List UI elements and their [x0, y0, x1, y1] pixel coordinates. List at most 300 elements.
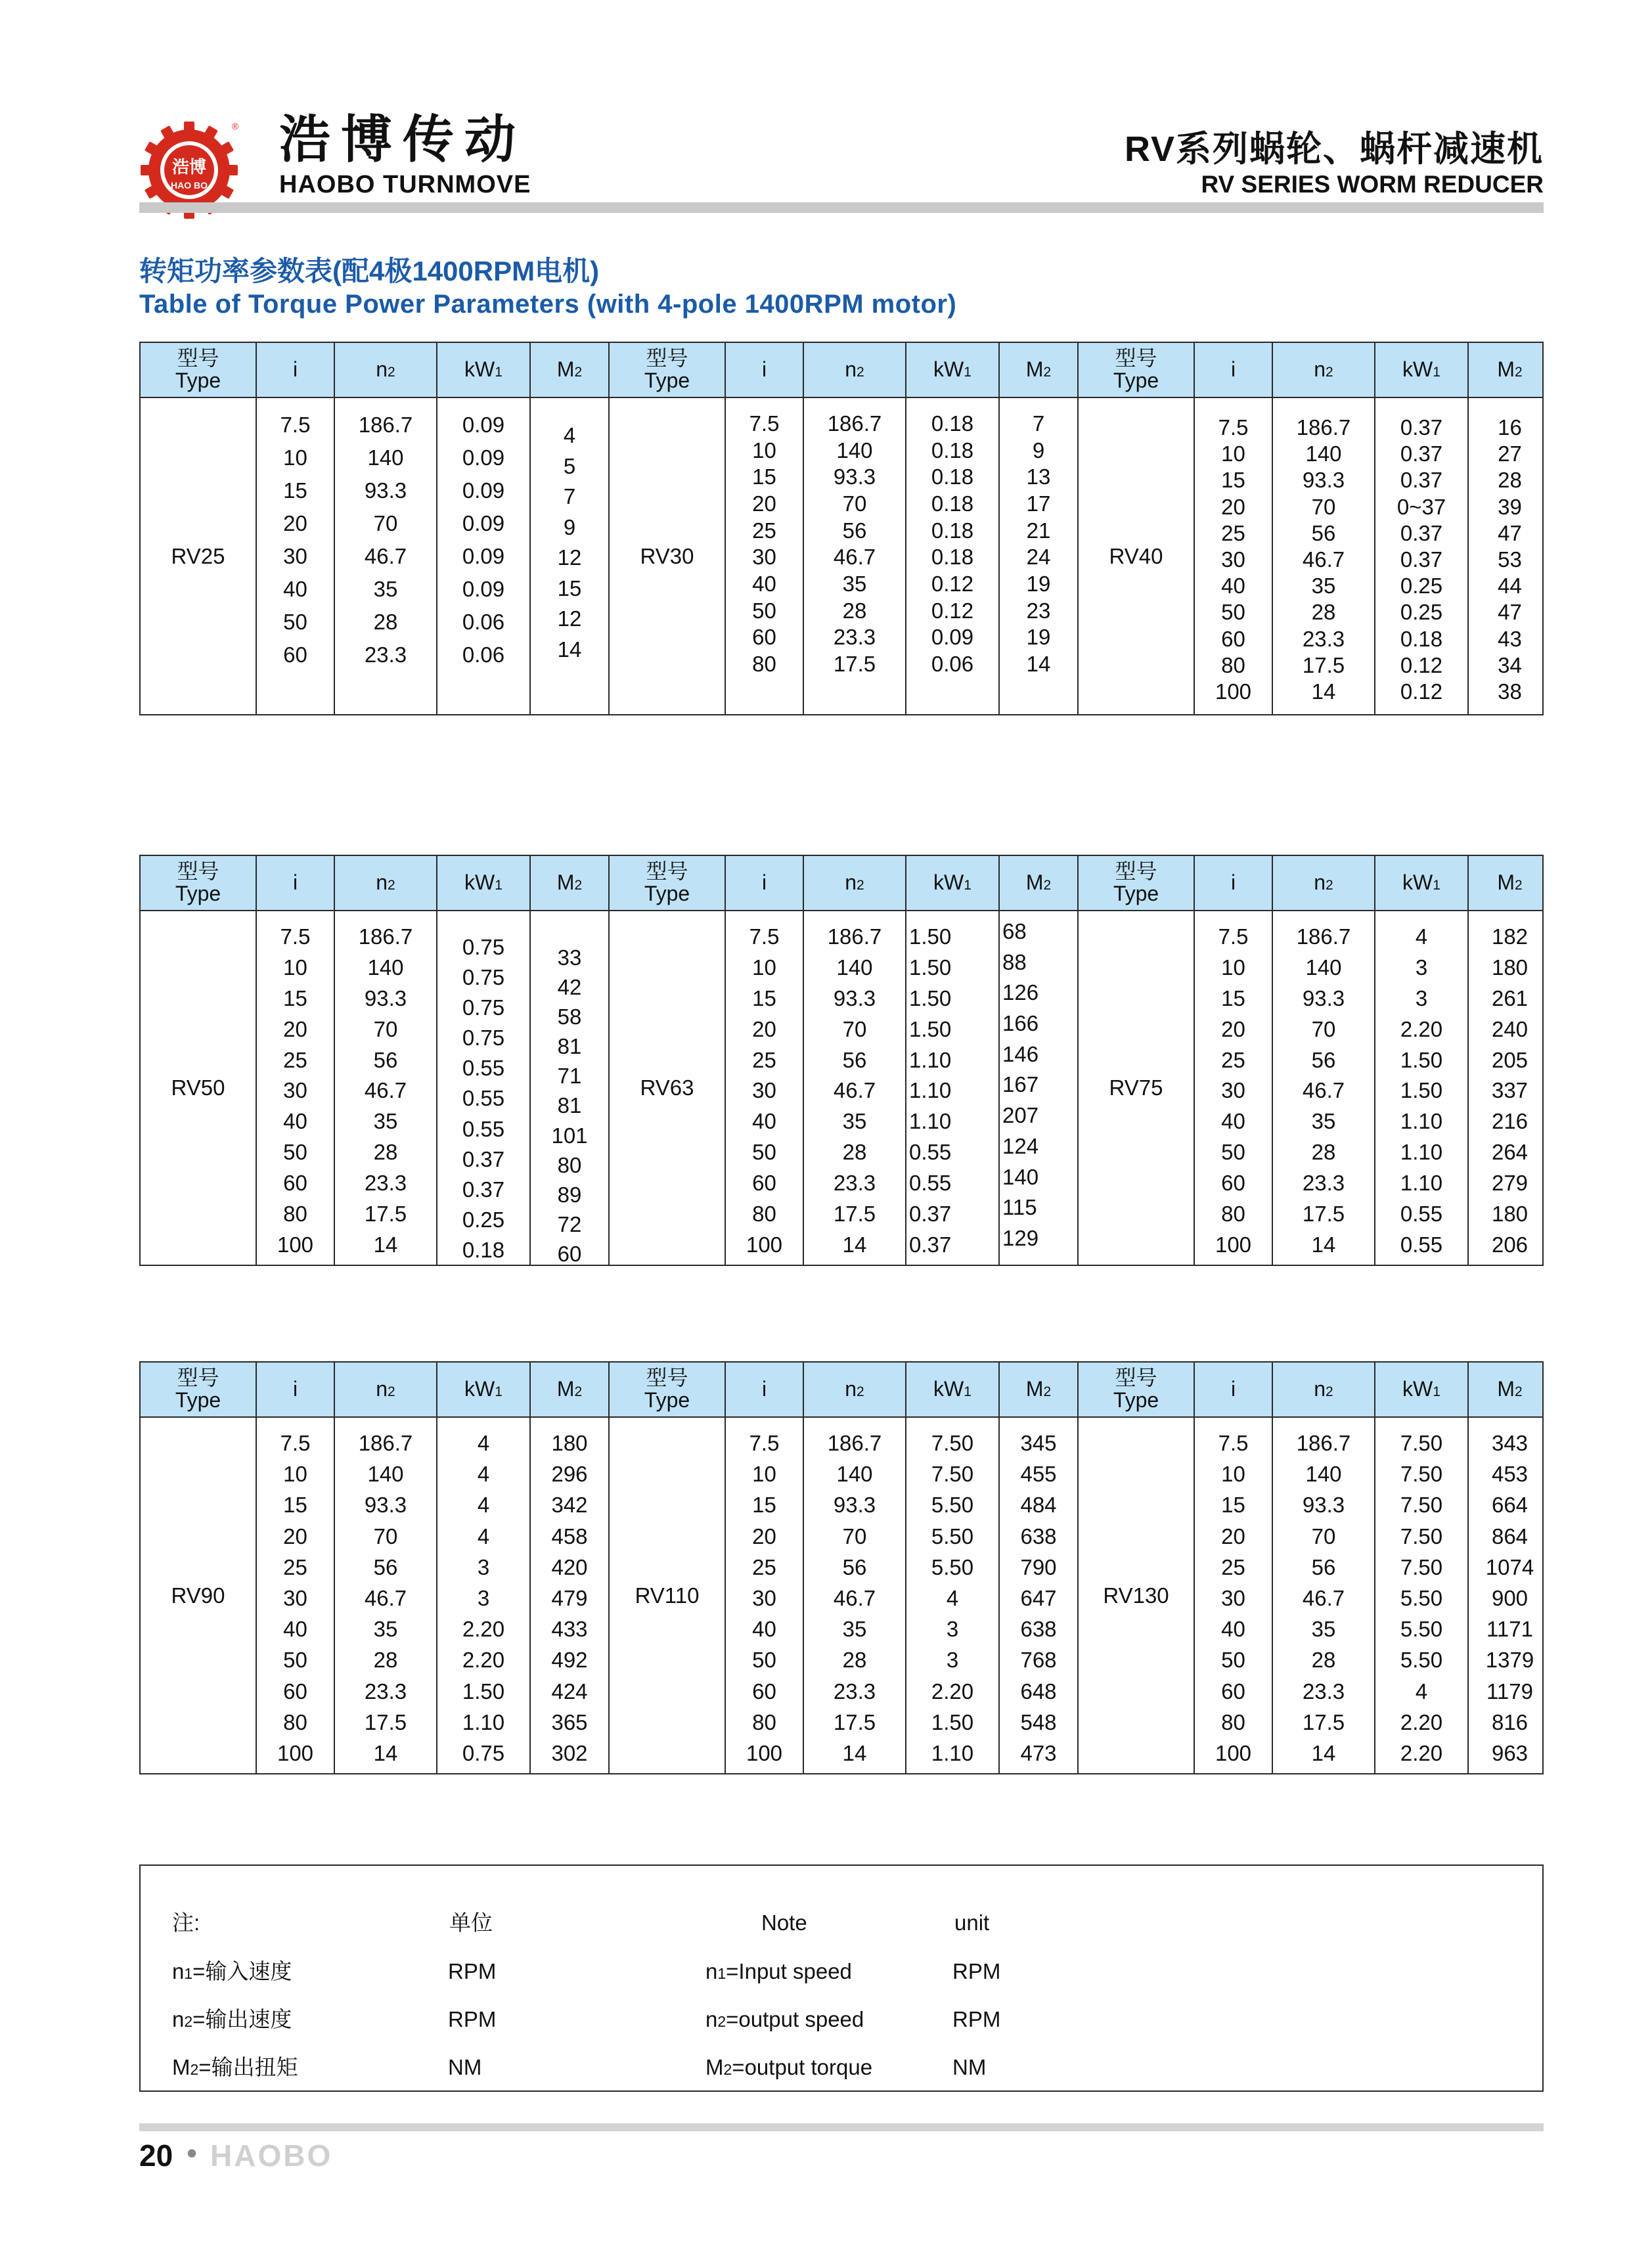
- table-value: 35: [842, 1617, 867, 1642]
- ratio-column: [257, 1418, 335, 1773]
- table-value: 40: [1221, 1617, 1245, 1642]
- table-value: 479: [551, 1585, 588, 1610]
- note-def-cn: [172, 1960, 292, 1982]
- header-n2-sub: 2: [1326, 364, 1333, 380]
- table-value: 28: [842, 598, 867, 623]
- table-value: 60: [1221, 1171, 1245, 1196]
- header-i-label: i: [1230, 1377, 1236, 1401]
- table-value: 1.50: [1400, 1078, 1443, 1103]
- table-value: 60: [283, 1679, 307, 1704]
- table-value: 207: [1002, 1103, 1039, 1128]
- type-cell: [141, 1418, 257, 1773]
- table-value: 1171: [1486, 1617, 1533, 1642]
- table-value: 15: [283, 1493, 307, 1518]
- table-value: 50: [283, 1648, 307, 1673]
- note-def-en-part: =output speed: [726, 2007, 864, 2031]
- header-type-en: Type: [175, 882, 221, 905]
- table-value: 5.50: [931, 1493, 974, 1518]
- ratio-column: [257, 911, 335, 1265]
- table-value: 864: [1491, 1524, 1529, 1548]
- table-value: 25: [283, 1554, 307, 1579]
- table-value: 484: [1020, 1493, 1057, 1518]
- table-value: 3: [946, 1648, 959, 1673]
- header-kw1: [437, 856, 531, 910]
- table-value: 0.75: [462, 1740, 505, 1765]
- header-m2: [1469, 856, 1551, 910]
- header-i-label: i: [292, 1377, 298, 1401]
- table-value: 0.55: [909, 1171, 952, 1196]
- table-value: 10: [1221, 1462, 1245, 1487]
- table-value: 1.10: [1400, 1140, 1443, 1165]
- table-value: 15: [752, 464, 776, 489]
- note-unit-en-part: NM: [952, 2055, 987, 2079]
- torque-column: [1469, 911, 1551, 1265]
- table-value: 27: [1498, 441, 1522, 466]
- header-n2-main: n: [845, 1377, 857, 1401]
- table-value: 342: [551, 1493, 588, 1518]
- table-value: 0.09: [931, 625, 974, 650]
- power-column: [906, 911, 1000, 1265]
- table-value: 80: [752, 1709, 776, 1734]
- table-value: 56: [842, 518, 867, 543]
- table-value: 50: [752, 598, 776, 623]
- table-value: 40: [1221, 1109, 1245, 1134]
- table-value: 1.10: [931, 1740, 974, 1765]
- header-i-label: i: [292, 357, 298, 382]
- header-type-cn: 型号: [177, 1366, 219, 1390]
- table-value: 0.55: [1400, 1202, 1443, 1227]
- table-value: 23.3: [833, 1679, 876, 1704]
- table-value: 1.50: [909, 1016, 952, 1041]
- table-value: 80: [557, 1152, 582, 1177]
- table-value: 17.5: [1302, 1202, 1345, 1227]
- note-unit-cn-part: RPM: [448, 2007, 497, 2031]
- table-value: 186.7: [358, 413, 413, 437]
- table-value: 3: [477, 1585, 490, 1610]
- table-value: 5.50: [1400, 1648, 1443, 1673]
- table-value: 60: [1221, 1679, 1245, 1704]
- parameter-table-1: [139, 342, 1544, 715]
- header-type-en: Type: [1113, 369, 1159, 392]
- table-value: 80: [283, 1202, 307, 1227]
- header-kw1-main: kW: [464, 1377, 495, 1401]
- table-value: 81: [557, 1034, 582, 1059]
- model-type: RV25: [171, 543, 225, 568]
- header-kw1-sub: 1: [495, 364, 502, 380]
- table-value: 17: [1026, 491, 1051, 516]
- header-n2: [335, 856, 437, 910]
- table-value: 167: [1002, 1072, 1039, 1097]
- power-column: [437, 1418, 531, 1773]
- table-value: 0.18: [931, 518, 974, 543]
- table-value: 5.50: [1400, 1617, 1443, 1642]
- table-value: 46.7: [1302, 547, 1345, 572]
- table-value: 7: [1032, 411, 1045, 436]
- model-type: RV110: [635, 1583, 700, 1608]
- table-value: 182: [1491, 924, 1529, 949]
- table-value: 140: [367, 445, 404, 470]
- table-value: 35: [373, 1109, 398, 1134]
- ratio-column: [1195, 398, 1273, 714]
- table-value: 25: [752, 518, 776, 543]
- header-m2-main: M: [1025, 1377, 1044, 1401]
- table-value: 17.5: [833, 1709, 876, 1734]
- table-value: 88: [1002, 949, 1027, 974]
- table-value: 28: [373, 1140, 398, 1165]
- table-value: 70: [1311, 1016, 1336, 1041]
- table-value: 15: [752, 1493, 776, 1518]
- table-value: 40: [752, 1617, 776, 1642]
- table-value: 140: [1305, 955, 1342, 980]
- table-value: 70: [842, 491, 867, 516]
- header-kw1-sub: 1: [1433, 1384, 1440, 1399]
- header-m2-sub: 2: [1514, 1384, 1523, 1399]
- table-value: 424: [551, 1679, 588, 1704]
- table-value: 186.7: [358, 924, 413, 949]
- table-value: 15: [283, 985, 307, 1010]
- table-value: 25: [752, 1554, 776, 1579]
- table-value: 80: [752, 1202, 776, 1227]
- table-value: 30: [752, 1585, 776, 1610]
- table-value: 93.3: [833, 464, 876, 489]
- type-cell: [141, 911, 257, 1265]
- table-value: 35: [1311, 574, 1336, 598]
- type-cell: [141, 398, 257, 714]
- table-value: 24: [1026, 545, 1051, 570]
- table-value: 19: [1026, 571, 1051, 596]
- output-speed-column: [1273, 1418, 1375, 1773]
- table-value: 28: [373, 1648, 398, 1673]
- table-value: 20: [283, 511, 307, 535]
- table-value: 20: [752, 1524, 776, 1548]
- header-n2-main: n: [1314, 357, 1326, 382]
- table-value: 7.5: [1218, 415, 1249, 440]
- table-value: 25: [283, 1047, 307, 1072]
- table-value: 302: [551, 1740, 588, 1765]
- table-value: 89: [557, 1182, 582, 1207]
- brand-name-en: HAOBO TURNMOVE: [279, 171, 531, 198]
- table-value: 296: [551, 1462, 588, 1487]
- table-value: 0.06: [462, 643, 505, 667]
- table-value: 50: [1221, 1140, 1245, 1165]
- table-value: 3: [1415, 955, 1428, 980]
- header-kw1-main: kW: [1402, 357, 1433, 382]
- header-i-label: i: [1230, 357, 1236, 382]
- table-value: 47: [1498, 600, 1522, 625]
- table-value: 5.50: [931, 1524, 974, 1548]
- table-value: 80: [1221, 1202, 1245, 1227]
- table-value: 0.55: [1400, 1232, 1443, 1257]
- table-value: 60: [752, 1171, 776, 1196]
- table-value: 42: [557, 975, 582, 1000]
- table-value: 14: [1311, 1232, 1336, 1257]
- type-cell: [610, 1418, 726, 1773]
- header-m2-main: M: [556, 870, 575, 895]
- table-value: 23.3: [833, 1171, 876, 1196]
- table-value: 25: [1221, 1047, 1245, 1072]
- table-value: 0.18: [931, 491, 974, 516]
- table-value: 60: [1221, 626, 1245, 651]
- notes-heading-cn: 注:: [172, 1910, 200, 1935]
- note-def-cn-part: M: [172, 2055, 190, 2079]
- ratio-column: [726, 911, 804, 1265]
- header-n2-sub: 2: [1326, 1384, 1333, 1399]
- table-value: 7.50: [1400, 1462, 1443, 1487]
- table-value: 453: [1491, 1462, 1529, 1487]
- table-value: 900: [1491, 1585, 1529, 1610]
- table-value: 7.5: [280, 924, 311, 949]
- header-type: [1079, 856, 1195, 910]
- table-value: 10: [752, 438, 776, 463]
- table-value: 1074: [1485, 1554, 1534, 1579]
- header-m2: [1469, 1363, 1551, 1416]
- header-type-cn: 型号: [177, 346, 219, 371]
- table-value: 28: [1498, 468, 1522, 493]
- header-i: [726, 856, 804, 910]
- table-value: 23.3: [1302, 626, 1345, 651]
- table-value: 35: [842, 1109, 867, 1134]
- header-m2-sub: 2: [1043, 1384, 1052, 1399]
- table-body: [141, 911, 1542, 1265]
- table-value: 0.18: [931, 438, 974, 463]
- table-value: 345: [1020, 1431, 1057, 1455]
- table-value: 664: [1491, 1493, 1529, 1518]
- header-type-en: Type: [644, 369, 690, 392]
- table-value: 17.5: [833, 651, 876, 676]
- header-kw1-main: kW: [1402, 870, 1433, 895]
- header-type: [141, 856, 257, 910]
- table-value: 2.20: [462, 1617, 505, 1642]
- header-kw1-sub: 1: [964, 877, 971, 893]
- table-value: 638: [1020, 1617, 1057, 1642]
- table-title-cn: 转矩功率参数表(配4极1400RPM电机): [139, 256, 600, 286]
- table-value: 0.37: [909, 1202, 952, 1227]
- table-value: 3: [1415, 985, 1428, 1010]
- table-value: 23.3: [364, 1679, 407, 1704]
- type-cell: [610, 398, 726, 714]
- header-i: [257, 1363, 335, 1416]
- table-value: 186.7: [827, 1431, 882, 1455]
- header-type: [1079, 1363, 1195, 1416]
- model-type: RV50: [171, 1075, 225, 1100]
- table-value: 0.18: [931, 545, 974, 570]
- table-value: 20: [752, 1016, 776, 1041]
- table-value: 100: [1215, 1232, 1252, 1257]
- table-value: 0.25: [1400, 574, 1443, 598]
- note-unit-en: [952, 1960, 1000, 1982]
- table-value: 2.20: [462, 1648, 505, 1673]
- header-m2-main: M: [1497, 357, 1515, 382]
- table-value: 10: [283, 955, 307, 980]
- table-value: 100: [277, 1232, 314, 1257]
- header-kw1-sub: 1: [1433, 364, 1440, 380]
- table-value: 140: [836, 1462, 873, 1487]
- header-m2-sub: 2: [1514, 364, 1523, 380]
- table-value: 1.50: [931, 1709, 974, 1734]
- table-value: 70: [373, 1016, 398, 1041]
- table-value: 1179: [1486, 1679, 1533, 1704]
- note-def-en-part: 2: [723, 2061, 732, 2078]
- table-value: 1.10: [909, 1109, 952, 1134]
- table-value: 50: [283, 610, 307, 634]
- header-n2: [804, 1363, 906, 1416]
- note-def-en-part: 2: [717, 2013, 726, 2030]
- table-value: 4: [477, 1431, 490, 1455]
- table-value: 70: [842, 1016, 867, 1041]
- table-value: 10: [1221, 955, 1245, 980]
- note-unit-cn-part: RPM: [448, 1959, 497, 1983]
- table-title-en: Table of Torque Power Parameters (with 4-pole 1400RPM motor): [139, 290, 957, 319]
- table-value: 279: [1491, 1171, 1529, 1196]
- brand-name-cn: 浩博传动: [279, 110, 527, 168]
- header-kw1-main: kW: [464, 357, 495, 382]
- table-value: 4: [1415, 1679, 1428, 1704]
- power-column: [906, 398, 1000, 714]
- header-kw1-main: kW: [933, 870, 964, 895]
- table-value: 15: [283, 478, 307, 503]
- table-value: 0.06: [462, 610, 505, 634]
- table-value: 14: [557, 637, 582, 662]
- torque-column: [531, 1418, 610, 1773]
- table-value: 15: [1221, 468, 1245, 493]
- header-kw1: [1375, 856, 1469, 910]
- table-value: 30: [283, 1078, 307, 1103]
- output-speed-column: [335, 911, 437, 1265]
- table-header-row: [141, 1363, 1542, 1418]
- table-value: 0.37: [1400, 415, 1443, 440]
- note-def-en-part: n: [705, 1959, 718, 1983]
- table-value: 60: [557, 1241, 582, 1266]
- type-cell: [1079, 911, 1195, 1265]
- table-value: 46.7: [833, 1078, 876, 1103]
- table-value: 40: [1221, 574, 1245, 598]
- table-value: 816: [1491, 1709, 1529, 1734]
- table-value: 216: [1491, 1109, 1529, 1134]
- table-value: 56: [373, 1554, 398, 1579]
- series-title-en: RV SERIES WORM REDUCER: [1201, 171, 1544, 198]
- table-value: 56: [842, 1554, 867, 1579]
- header-kw1-sub: 1: [964, 364, 971, 380]
- header-type-cn: 型号: [1115, 859, 1157, 884]
- table-value: 548: [1020, 1709, 1057, 1734]
- table-value: 790: [1020, 1554, 1057, 1579]
- power-column: [1375, 911, 1469, 1265]
- header-m2-main: M: [1497, 1377, 1515, 1401]
- table-value: 46.7: [833, 545, 876, 570]
- table-value: 4: [477, 1462, 490, 1487]
- note-def-en-part: M: [705, 2055, 724, 2079]
- table-value: 33: [557, 945, 582, 970]
- header-i: [1195, 343, 1273, 397]
- table-header-row: [141, 856, 1542, 911]
- table-value: 3: [477, 1554, 490, 1579]
- table-value: 70: [1311, 494, 1336, 519]
- table-value: 28: [373, 610, 398, 634]
- table-value: 60: [752, 1679, 776, 1704]
- table-value: 30: [283, 1585, 307, 1610]
- table-value: 0.55: [462, 1116, 505, 1141]
- table-value: 0.12: [931, 598, 974, 623]
- header-m2-main: M: [556, 1377, 575, 1401]
- table-value: 14: [842, 1232, 867, 1257]
- table-value: 20: [752, 491, 776, 516]
- table-value: 4: [477, 1524, 490, 1548]
- table-value: 768: [1020, 1648, 1057, 1673]
- header-n2-main: n: [845, 870, 857, 895]
- table-value: 5: [563, 453, 576, 478]
- table-value: 963: [1491, 1740, 1529, 1765]
- table-value: 0.12: [931, 571, 974, 596]
- table-value: 0.09: [462, 478, 505, 503]
- table-value: 5.50: [931, 1554, 974, 1579]
- table-value: 70: [373, 511, 398, 535]
- table-value: 34: [1498, 652, 1522, 677]
- table-value: 53: [1498, 547, 1522, 572]
- table-value: 56: [1311, 520, 1336, 545]
- header-m2: [531, 1363, 610, 1416]
- table-value: 50: [1221, 1648, 1245, 1673]
- header-n2: [1273, 856, 1375, 910]
- model-type: RV30: [640, 543, 694, 568]
- table-value: 30: [752, 545, 776, 570]
- table-value: 17.5: [364, 1202, 407, 1227]
- table-value: 7.5: [749, 924, 780, 949]
- table-value: 20: [283, 1524, 307, 1548]
- model-type: RV40: [1109, 543, 1163, 568]
- header-kw1-sub: 1: [495, 877, 502, 893]
- table-value: 15: [557, 576, 582, 600]
- header-i: [1195, 1363, 1273, 1416]
- header-type-cn: 型号: [1115, 1366, 1157, 1390]
- notes-heading-en: Note: [761, 1910, 807, 1935]
- table-value: 35: [373, 1617, 398, 1642]
- table-value: 20: [1221, 1016, 1245, 1041]
- header-n2-sub: 2: [1326, 877, 1333, 893]
- header-n2-main: n: [845, 357, 857, 382]
- table-value: 1379: [1485, 1648, 1534, 1673]
- table-value: 0.18: [1400, 626, 1443, 651]
- header-kw1-sub: 1: [964, 1384, 971, 1399]
- table-value: 129: [1002, 1225, 1039, 1250]
- model-type: RV75: [1109, 1075, 1163, 1100]
- note-def-cn-part: 1: [184, 1965, 193, 1982]
- header-i-label: i: [292, 870, 298, 895]
- header-kw1: [906, 1363, 1000, 1416]
- table-value: 23.3: [1302, 1679, 1345, 1704]
- header-i: [257, 856, 335, 910]
- table-value: 0.37: [1400, 547, 1443, 572]
- note-unit-cn-part: NM: [448, 2055, 482, 2079]
- power-column: [437, 911, 531, 1265]
- header-n2-main: n: [1314, 1377, 1326, 1401]
- table-value: 140: [1002, 1164, 1039, 1189]
- header-type-en: Type: [644, 882, 690, 905]
- table-value: 70: [842, 1524, 867, 1548]
- header-type-en: Type: [1113, 882, 1159, 905]
- output-speed-column: [335, 398, 437, 714]
- table-value: 10: [283, 1462, 307, 1487]
- torque-column: [531, 398, 610, 714]
- note-def-cn-part: =输出速度: [192, 2007, 292, 2031]
- header-m2-sub: 2: [1514, 877, 1523, 893]
- table-value: 9: [1032, 438, 1045, 463]
- table-value: 44: [1498, 574, 1522, 598]
- table-value: 12: [557, 545, 582, 570]
- header-i: [257, 343, 335, 397]
- header-m2-main: M: [1025, 357, 1044, 382]
- table-value: 0.12: [1400, 679, 1443, 704]
- output-speed-column: [804, 1418, 906, 1773]
